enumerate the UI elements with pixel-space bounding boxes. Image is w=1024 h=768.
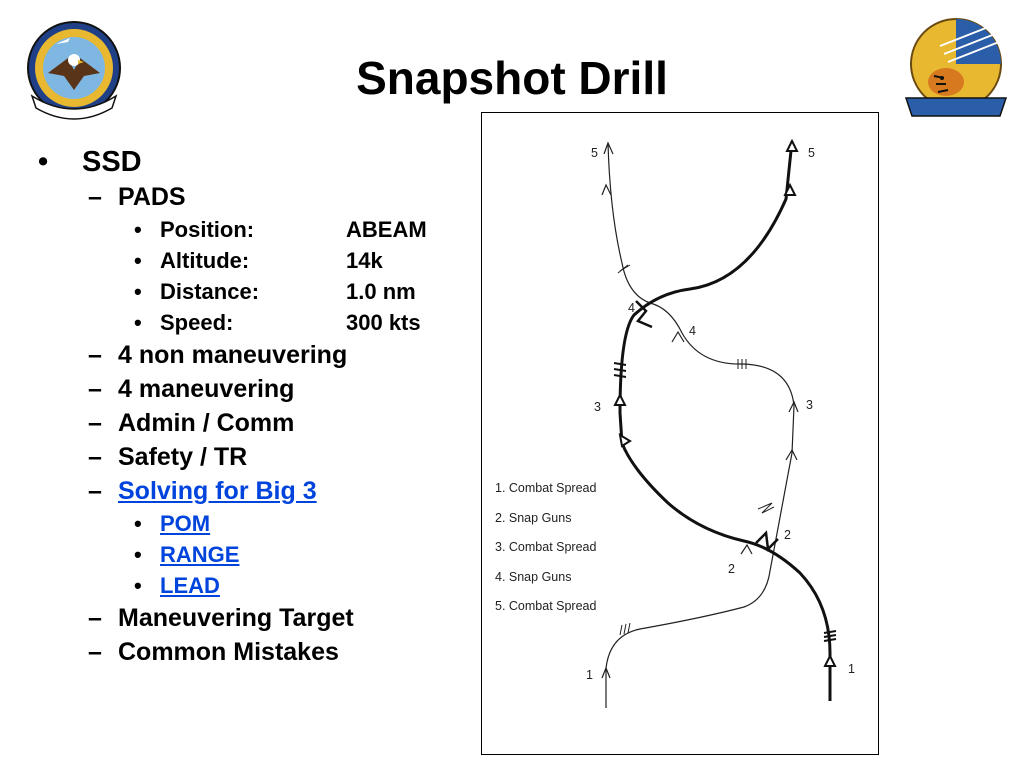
bullet-item [30,440,470,474]
label-right-5: 5 [808,146,815,160]
bullet-dot-icon: • [38,146,49,178]
bullet-dot-icon: • [134,217,142,242]
bullet-dot-icon: • [134,573,142,598]
pads-item [30,307,470,338]
big3-item [30,570,470,601]
tiger-squadron-patch-icon [900,16,1012,128]
lead-arrow-icon [825,656,835,666]
legend-item: 2. Snap Guns [495,510,572,525]
link-range[interactable]: RANGE [160,542,240,567]
thin-arrow-icon [741,545,752,554]
label-right-3: 3 [806,398,813,412]
pads-value: 300 kts [346,310,421,335]
wingman-path [606,143,794,708]
pads-value: 14k [346,248,383,273]
link-lead[interactable]: LEAD [160,573,220,598]
bullet-dot-icon: • [134,511,142,536]
label-right-2: 2 [784,528,791,542]
flight-path-diagram [481,112,879,755]
label-right-4: 4 [689,324,696,338]
legend-item: 1. Combat Spread [495,481,597,495]
label-left-1: 1 [586,668,593,682]
dash-icon: – [88,409,102,437]
big3-item [30,508,470,539]
bullet-ssd [30,144,470,180]
lead-arrow-icon [615,395,625,405]
link-solving-big-3[interactable]: Solving for Big 3 [118,477,317,505]
bullet-item [30,338,470,372]
bullet-item [30,406,470,440]
thin-arrow-icon [602,185,611,195]
dash-icon: – [88,638,102,666]
bullet-text: 4 maneuvering [118,375,295,403]
dash-icon: – [88,375,102,403]
dash-icon: – [88,604,102,632]
lead-arrow-icon [787,141,797,151]
bullet-dot-icon: • [134,279,142,304]
bullet-text: Common Mistakes [118,638,339,666]
legend-item: 4. Snap Guns [495,569,572,584]
label-left-2: 2 [728,562,735,576]
pads-item [30,276,470,307]
pads-label: Distance: [160,279,260,304]
pads-item [30,214,470,245]
lead-arrow-icon [620,435,630,446]
bullet-dot-icon: • [134,248,142,273]
link-pom[interactable]: POM [160,511,211,536]
bullet-item [30,635,470,669]
zigzag-icon [636,301,652,327]
bullet-text: Safety / TR [118,443,248,471]
bullet-text: Admin / Comm [118,409,295,437]
hash-marks-icon [824,631,836,641]
dash-icon: – [88,183,102,211]
pads-label: Position: [160,217,255,242]
bullet-pads [30,180,470,214]
label-right-1: 1 [848,662,855,676]
pads-label: Speed: [160,310,234,335]
bullet-dot-icon: • [134,542,142,567]
bullet-big3 [30,474,470,508]
bullet-item [30,372,470,406]
legend-item: 5. Combat Spread [495,599,597,613]
bullet-text: PADS [118,183,186,211]
bullet-text: 4 non maneuvering [118,341,348,369]
bullet-dot-icon: • [134,310,142,335]
bullet-text: Maneuvering Target [118,604,354,632]
pads-item [30,245,470,276]
bullet-item [30,601,470,635]
zigzag-icon [758,503,774,513]
label-left-3: 3 [594,400,601,414]
dash-icon: – [88,341,102,369]
lead-path [620,141,830,701]
diagram-legend [495,481,596,629]
pads-value: 1.0 nm [346,279,416,304]
slide-title: Snapshot Drill [356,52,668,104]
dash-icon: – [88,477,102,505]
bullet-text: SSD [82,146,142,178]
pads-value: ABEAM [346,217,427,242]
legend-item: 3. Combat Spread [495,540,597,554]
label-left-4: 4 [628,301,635,315]
pads-label: Altitude: [160,248,250,273]
bullet-list [30,144,470,669]
big3-item [30,539,470,570]
label-left-5: 5 [591,146,598,160]
dash-icon: – [88,443,102,471]
